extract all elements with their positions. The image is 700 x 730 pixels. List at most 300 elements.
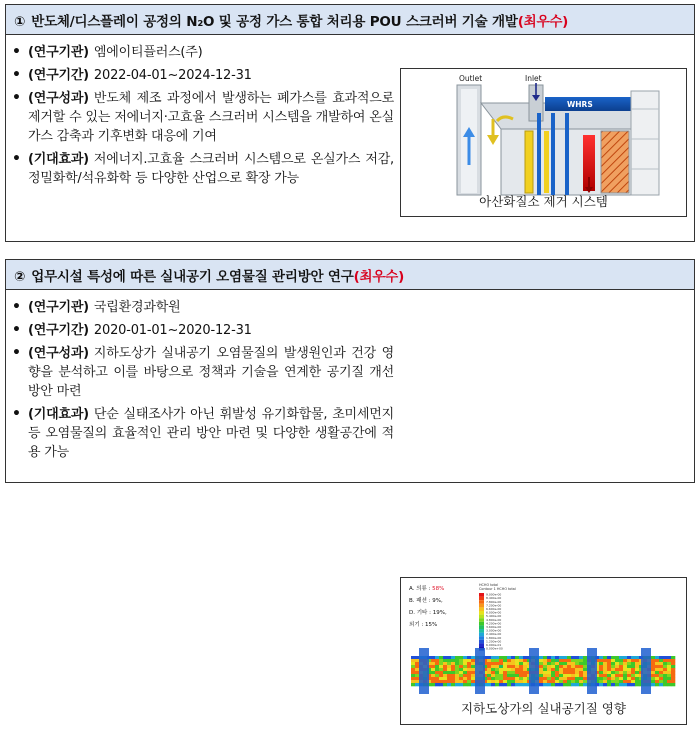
heatmap-cell xyxy=(471,683,475,686)
heatmap-cell xyxy=(627,674,631,677)
heatmap-cell xyxy=(671,659,675,662)
heatmap-cell xyxy=(619,662,623,665)
heatmap-cell xyxy=(519,677,523,680)
heatmap-cell xyxy=(615,680,619,683)
heatmap-cell xyxy=(607,680,611,683)
heatmap-cell xyxy=(611,680,615,683)
heatmap-cell xyxy=(559,683,563,686)
heatmap-cell xyxy=(671,680,675,683)
heatmap-cell xyxy=(623,680,627,683)
heatmap-cell xyxy=(539,674,543,677)
heatmap-cell xyxy=(599,677,603,680)
heatmap-cell xyxy=(627,677,631,680)
heatmap-cell xyxy=(599,659,603,662)
heatmap-cell xyxy=(611,668,615,671)
blue-pipe xyxy=(537,113,541,195)
detail-label: (연구기간) xyxy=(28,323,89,338)
heatmap-cell xyxy=(623,683,627,686)
side-cabinet xyxy=(631,91,659,195)
heatmap-cell xyxy=(471,662,475,665)
colorbar-swatch xyxy=(479,643,484,647)
detail-item xyxy=(12,150,394,188)
heatmap-cell xyxy=(607,677,611,680)
heatmap-cell xyxy=(431,662,435,665)
colorbar-swatch xyxy=(479,625,484,629)
heatmap-cell xyxy=(623,665,627,668)
detail-item xyxy=(12,66,394,85)
heatmap-cell xyxy=(511,659,515,662)
heatmap-cell xyxy=(443,671,447,674)
heatmap-cell xyxy=(555,674,559,677)
heat-exchanger xyxy=(601,131,629,193)
heatmap-cell xyxy=(631,662,635,665)
heatmap-cell xyxy=(471,671,475,674)
heatmap-cell xyxy=(495,668,499,671)
heatmap-cell xyxy=(519,680,523,683)
heatmap-cell xyxy=(663,683,667,686)
heatmap-cell xyxy=(607,668,611,671)
heatmap-cell xyxy=(547,674,551,677)
heatmap-cell xyxy=(555,665,559,668)
heatmap-cell xyxy=(547,683,551,686)
heatmap-cell xyxy=(619,677,623,680)
heatmap-cell xyxy=(447,662,451,665)
heatmap-cell xyxy=(659,674,663,677)
heatmap-cell xyxy=(507,665,511,668)
heatmap-cell xyxy=(487,680,491,683)
colorbar-swatch xyxy=(479,629,484,633)
heatmap-cell xyxy=(551,674,555,677)
colorbar-subtitle: Contour 1 HCHO total xyxy=(479,587,516,591)
heatmap-cell xyxy=(603,668,607,671)
heatmap-cell xyxy=(551,656,555,659)
heatmap-cell xyxy=(623,662,627,665)
heatmap-cell xyxy=(455,659,459,662)
heatmap-cell xyxy=(543,659,547,662)
heatmap-cell xyxy=(651,680,655,683)
heatmap-cell xyxy=(495,683,499,686)
heatmap-cell xyxy=(599,662,603,665)
heatmap-cell xyxy=(439,665,443,668)
heatmap-cell xyxy=(523,671,527,674)
heatmap-cell xyxy=(499,671,503,674)
heatmap-cell xyxy=(451,659,455,662)
heatmap-cell xyxy=(619,656,623,659)
heatmap-cell xyxy=(615,659,619,662)
heatmap-cell xyxy=(659,683,663,686)
outlet-label: Outlet xyxy=(459,74,483,83)
heatmap-cell xyxy=(615,656,619,659)
detail-text: 2022-04-01~2024-12-31 xyxy=(93,68,252,83)
heatmap-cell xyxy=(667,683,671,686)
heatmap-cell xyxy=(571,683,575,686)
heatmap-cell xyxy=(611,662,615,665)
detail-item xyxy=(12,298,394,317)
heatmap-cell xyxy=(575,683,579,686)
colorbar-swatch xyxy=(479,622,484,626)
heatmap-cell xyxy=(659,680,663,683)
heatmap-cell xyxy=(599,671,603,674)
heatmap-cell xyxy=(491,665,495,668)
heatmap-cell xyxy=(623,656,627,659)
heatmap-cell xyxy=(503,659,507,662)
heatmap-cell xyxy=(615,677,619,680)
heatmap-cell xyxy=(563,668,567,671)
colorbar-tick-label: 1.200e-00 xyxy=(486,639,502,644)
heatmap-cell xyxy=(415,665,419,668)
bullet-icon: • xyxy=(12,299,21,315)
heatmap-cell xyxy=(451,668,455,671)
heatmap-cell xyxy=(631,677,635,680)
heatmap-cell xyxy=(627,683,631,686)
heatmap-cell xyxy=(651,662,655,665)
heatmap-cell xyxy=(503,671,507,674)
heatmap-cell xyxy=(451,683,455,686)
heatmap-cell xyxy=(659,677,663,680)
heatmap-cell xyxy=(563,662,567,665)
heatmap-cell xyxy=(599,674,603,677)
heatmap-cell xyxy=(671,662,675,665)
heatmap-cell xyxy=(651,665,655,668)
detail-text: 저에너지.고효율 스크러버 시스템으로 온실가스 저감, 정밀화학/석유화학 등 다양한 산업으로 확장 가능 xyxy=(28,152,394,186)
heatmap-cell xyxy=(663,659,667,662)
heatmap-cell xyxy=(439,680,443,683)
heatmap-cell xyxy=(551,659,555,662)
heatmap-cell xyxy=(503,662,507,665)
heatmap-cell xyxy=(467,683,471,686)
heatmap-cell xyxy=(455,662,459,665)
heatmap-cell xyxy=(571,680,575,683)
colorbar-tick-label: 0.000e+00 xyxy=(486,646,503,651)
heatmap-cell xyxy=(567,677,571,680)
heatmap-cell xyxy=(655,674,659,677)
heatmap-cell xyxy=(411,665,415,668)
heatmap-cell xyxy=(467,656,471,659)
heatmap-cell xyxy=(415,680,419,683)
heatmap-cell xyxy=(507,674,511,677)
heatmap-cell xyxy=(539,662,543,665)
heatmap-cell xyxy=(579,668,583,671)
heatmap-cell xyxy=(467,659,471,662)
heatmap-cell xyxy=(411,683,415,686)
heatmap-cell xyxy=(415,656,419,659)
heatmap-cell xyxy=(667,677,671,680)
heatmap-cell xyxy=(451,656,455,659)
bullet-icon: • xyxy=(12,345,21,361)
heatmap-cell xyxy=(563,656,567,659)
colorbar-tick-label: 9.000e-00 xyxy=(486,592,502,597)
heatmap-cell xyxy=(583,674,587,677)
heatmap-cell xyxy=(447,659,451,662)
heatmap-cell xyxy=(439,668,443,671)
heatmap-cell xyxy=(671,656,675,659)
heatmap-cell xyxy=(459,665,463,668)
heatmap-cell xyxy=(615,683,619,686)
heatmap-cell xyxy=(607,665,611,668)
heatmap-cell xyxy=(619,683,623,686)
detail-item xyxy=(12,405,394,462)
heatmap-cell xyxy=(571,671,575,674)
heatmap-cell xyxy=(459,662,463,665)
heatmap-cell xyxy=(611,674,615,677)
heatmap-cell xyxy=(451,665,455,668)
heatmap-cell xyxy=(487,683,491,686)
heatmap-cell xyxy=(471,665,475,668)
heatmap-cell xyxy=(567,665,571,668)
heatmap-cell xyxy=(635,665,639,668)
heatmap-cell xyxy=(499,680,503,683)
detail-text: 엠에이티플러스(주) xyxy=(93,45,203,60)
heatmap-cell xyxy=(499,683,503,686)
heatmap-cell xyxy=(511,665,515,668)
heatmap-cell xyxy=(539,668,543,671)
heatmap-cell xyxy=(459,656,463,659)
heatmap-cell xyxy=(551,683,555,686)
heatmap-cell xyxy=(519,656,523,659)
heatmap-cell xyxy=(551,662,555,665)
heatmap-cell xyxy=(631,671,635,674)
heatmap-cell xyxy=(439,659,443,662)
heatmap-cell xyxy=(583,680,587,683)
heatmap-cell xyxy=(651,668,655,671)
heatmap-cell xyxy=(455,665,459,668)
heatmap-cell xyxy=(655,659,659,662)
heatmap-cell xyxy=(463,677,467,680)
heatmap-cell xyxy=(491,662,495,665)
heatmap-cell xyxy=(543,677,547,680)
blue-pipe xyxy=(565,113,569,195)
heatmap-cell xyxy=(599,683,603,686)
heatmap-cell xyxy=(491,668,495,671)
heatmap-cell xyxy=(547,680,551,683)
heatmap-cell xyxy=(555,656,559,659)
colorbar-tick-label: 7.800e-00 xyxy=(486,599,502,604)
heatmap-cell xyxy=(575,671,579,674)
heatmap-cell xyxy=(659,668,663,671)
inlet-label: Inlet xyxy=(525,74,542,83)
heatmap-cell xyxy=(487,671,491,674)
heatmap-cell xyxy=(603,665,607,668)
heatmap-cell xyxy=(515,671,519,674)
heatmap-cell xyxy=(655,680,659,683)
heatmap-cell xyxy=(491,683,495,686)
heatmap-cell xyxy=(671,674,675,677)
heatmap-cell xyxy=(559,674,563,677)
heatmap-cell xyxy=(431,656,435,659)
heatmap-cell xyxy=(487,662,491,665)
colorbar-tick-label: 6.000e-01 xyxy=(486,643,502,647)
heatmap-cell xyxy=(543,683,547,686)
heatmap-cell xyxy=(631,659,635,662)
award-badge: (최우수) xyxy=(353,268,405,285)
heatmap-cell xyxy=(471,677,475,680)
heatmap-cell xyxy=(659,656,663,659)
heatmap-cell xyxy=(507,662,511,665)
heatmap-cell xyxy=(511,656,515,659)
detail-text: 2020-01-01~2020-12-31 xyxy=(93,323,252,338)
heatmap-cell xyxy=(567,662,571,665)
heatmap-cell xyxy=(667,668,671,671)
heatmap-cell xyxy=(515,683,519,686)
heatmap-cell xyxy=(467,665,471,668)
heatmap-cell xyxy=(579,659,583,662)
heatmap-cell xyxy=(603,683,607,686)
heatmap-cell xyxy=(491,677,495,680)
heatmap-cell xyxy=(491,671,495,674)
heatmap-cell xyxy=(583,671,587,674)
heatmap-cell xyxy=(463,674,467,677)
heatmap-cell xyxy=(623,674,627,677)
heatmap-cell xyxy=(511,668,515,671)
figure-caption: 아산화질소 제거 시스템 xyxy=(479,194,608,209)
heatmap-cell xyxy=(651,683,655,686)
heatmap-cell xyxy=(583,668,587,671)
project-header-2 xyxy=(6,260,694,290)
heatmap-cell xyxy=(655,671,659,674)
heatmap-cell xyxy=(495,662,499,665)
heatmap-cell xyxy=(523,668,527,671)
heatmap-cell xyxy=(503,683,507,686)
detail-label: (연구기관) xyxy=(28,300,89,315)
heater-rod xyxy=(525,131,533,193)
colorbar-tick-label: 7.200e-00 xyxy=(486,603,502,608)
heatmap-cell xyxy=(463,683,467,686)
heatmap-cell xyxy=(515,674,519,677)
heatmap-cell xyxy=(443,656,447,659)
colorbar-tick-label: 5.400e-00 xyxy=(486,614,502,619)
detail-label: (기대효과) xyxy=(28,407,89,422)
heatmap-cell xyxy=(571,665,575,668)
heatmap-cell xyxy=(603,671,607,674)
heatmap-cell xyxy=(555,659,559,662)
detail-label: (연구성과) xyxy=(28,91,89,106)
heatmap-cell xyxy=(471,659,475,662)
heatmap-cell xyxy=(467,671,471,674)
heatmap-cell xyxy=(555,680,559,683)
blue-pipe xyxy=(551,113,555,195)
heatmap-cell xyxy=(559,665,563,668)
heatmap-cell xyxy=(631,674,635,677)
heatmap-cell xyxy=(571,659,575,662)
heatmap-cell xyxy=(499,656,503,659)
heatmap-cell xyxy=(463,680,467,683)
heatmap-cell xyxy=(607,662,611,665)
heatmap-cell xyxy=(439,677,443,680)
heatmap-cell xyxy=(655,665,659,668)
heatmap-cell xyxy=(583,659,587,662)
heatmap-cell xyxy=(515,665,519,668)
heatmap-cell xyxy=(619,674,623,677)
heatmap-cell xyxy=(435,659,439,662)
heatmap-cell xyxy=(635,677,639,680)
heatmap-cell xyxy=(611,656,615,659)
detail-label: (연구성과) xyxy=(28,346,89,361)
heatmap-cell xyxy=(523,680,527,683)
colorbar-tick-label: 8.400e-00 xyxy=(486,596,502,601)
heatmap-cell xyxy=(667,671,671,674)
heatmap-cell xyxy=(667,662,671,665)
heatmap-cell xyxy=(515,659,519,662)
heatmap-cell xyxy=(455,668,459,671)
heatmap-cell xyxy=(603,680,607,683)
heatmap-cell xyxy=(435,671,439,674)
heatmap-cell xyxy=(487,665,491,668)
heatmap-cell xyxy=(579,677,583,680)
heatmap-cell xyxy=(507,683,511,686)
heatmap-cell xyxy=(539,659,543,662)
colorbar-swatch xyxy=(479,600,484,604)
colorbar-swatch xyxy=(479,618,484,622)
heatmap-cell xyxy=(555,677,559,680)
heatmap-cell xyxy=(575,665,579,668)
heatmap-cell xyxy=(443,665,447,668)
heatmap-cell xyxy=(623,677,627,680)
legend-entry: A. 의류 : 58% xyxy=(409,586,445,592)
heatmap-cell xyxy=(571,674,575,677)
heatmap-cell xyxy=(667,659,671,662)
project-title-2 xyxy=(14,265,404,285)
heatmap-cell xyxy=(655,656,659,659)
heatmap-cell xyxy=(543,671,547,674)
heatmap-cell xyxy=(507,668,511,671)
colorbar-title: HCHO total xyxy=(479,583,498,587)
heatmap-cell xyxy=(631,656,635,659)
heatmap-cell xyxy=(631,665,635,668)
heatmap-cell xyxy=(607,671,611,674)
heatmap-cell xyxy=(507,659,511,662)
heatmap-cell xyxy=(539,665,543,668)
heatmap-cell xyxy=(443,683,447,686)
heatmap-cell xyxy=(431,677,435,680)
heatmap-cell xyxy=(607,656,611,659)
heatmap-cell xyxy=(519,668,523,671)
heatmap-cell xyxy=(499,659,503,662)
heatmap-cell xyxy=(627,665,631,668)
yellow-arrowhead-icon xyxy=(487,135,499,145)
heatmap-cell xyxy=(431,665,435,668)
colorbar-swatch xyxy=(479,611,484,615)
entrance-block xyxy=(529,648,539,694)
heatmap-cell xyxy=(547,677,551,680)
heatmap-cell xyxy=(467,662,471,665)
heatmap-cell xyxy=(515,677,519,680)
heatmap-cell xyxy=(471,680,475,683)
heatmap-cell xyxy=(463,662,467,665)
heatmap-cell xyxy=(659,671,663,674)
heatmap-cell xyxy=(415,662,419,665)
heatmap-cell xyxy=(503,674,507,677)
heatmap-cell xyxy=(579,662,583,665)
heatmap-cell xyxy=(599,680,603,683)
heatmap-cell xyxy=(619,671,623,674)
heatmap-cell xyxy=(431,683,435,686)
heatmap-cell xyxy=(511,674,515,677)
heatmap-cell xyxy=(663,680,667,683)
heatmap-cell xyxy=(611,659,615,662)
heatmap-cell xyxy=(523,662,527,665)
heatmap-cell xyxy=(651,656,655,659)
heatmap-cell xyxy=(611,671,615,674)
colorbar-swatch xyxy=(479,640,484,644)
heatmap-cell xyxy=(671,683,675,686)
heatmap-cell xyxy=(523,677,527,680)
heatmap-cell xyxy=(467,674,471,677)
heatmap-cell xyxy=(451,662,455,665)
heatmap-cell xyxy=(435,668,439,671)
heatmap-cell xyxy=(539,671,543,674)
heatmap-cell xyxy=(563,674,567,677)
heatmap-cell xyxy=(499,677,503,680)
